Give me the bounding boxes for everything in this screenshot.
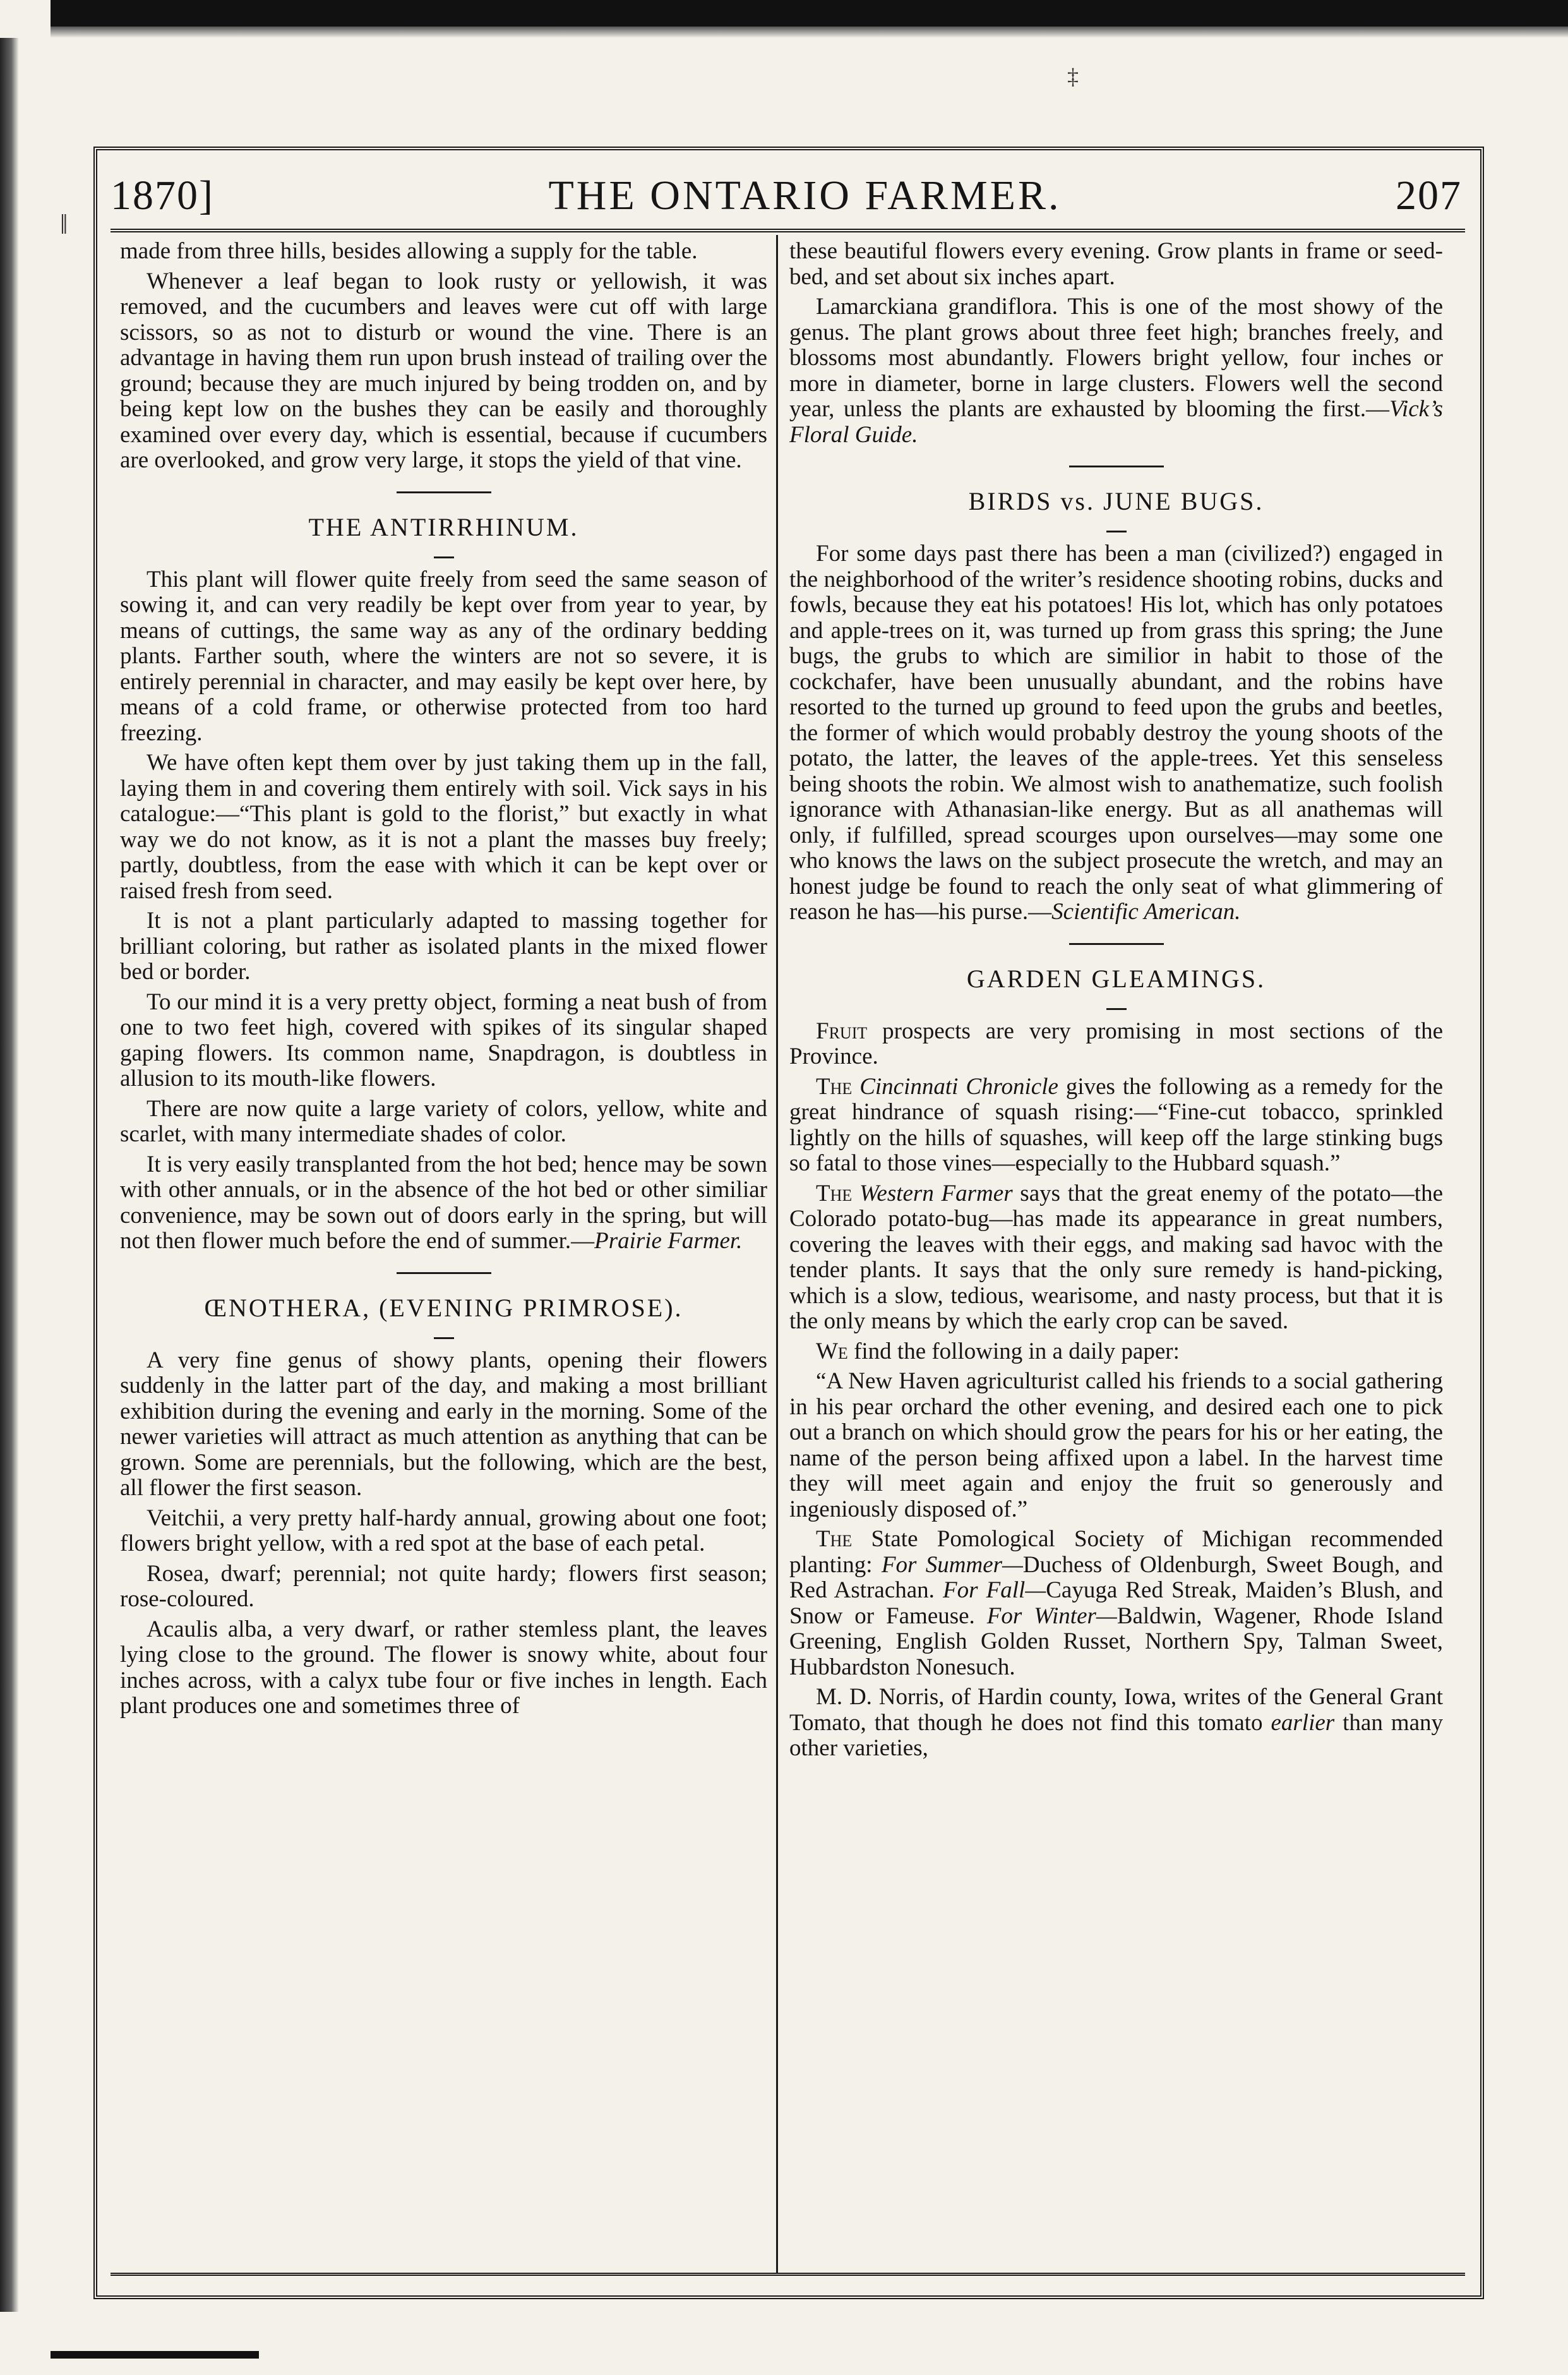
article-heading-antirrhinum: THE ANTIRRHINUM. — [308, 512, 579, 541]
paragraph — [789, 1181, 1443, 1335]
paragraph: To our mind it is a very pretty object, forming a neat bush of from one to two feet high, covered with spikes of its singular shaped gaping flowers. Its common name, Snapdragon, is doubtless in allusion to its mouth-like flowers. — [120, 989, 767, 1091]
source-credit: Vick’s Floral Guide. — [789, 396, 1443, 448]
heading-dash — [1106, 531, 1127, 532]
paragraph: these beautiful flowers every evening. Grow plants in frame or seed-bed, and set about six inches apart. — [789, 239, 1443, 290]
section-separator — [1069, 943, 1164, 945]
article-heading-birds: BIRDS vs. JUNE BUGS. — [968, 487, 1264, 515]
heading-dash — [434, 1337, 454, 1339]
lead-word: We — [816, 1338, 848, 1364]
heading-dash — [434, 556, 454, 558]
paragraph: “A New Haven agriculturist called his friends to a social gathering in his pear orchard the other evening, and desired each one to pick out a branch on which should grow the pears for his or her eating, the name of the person being affixed upon a label. In the harvest time they will meet again and enjoy the fruit so generously and ingeniously disposed of.” — [789, 1368, 1443, 1522]
paragraph-text: prospects are very promising in most sections of the Province. — [789, 1018, 1443, 1069]
scan-edge-top — [51, 0, 1568, 27]
section-separator — [397, 491, 491, 493]
season-label: For Fall— — [943, 1577, 1046, 1603]
paragraph-text: says that the great enemy of the potato—the Colorado potato-bug—has made its appearance in great numbers, covering the leaves with their eggs, and making sad havoc with the tender plants. It says that the only sure remedy is hand-picking, which is a slow, tedious, wearisome, and nasty process, but that it is the only means by which the early crop can be saved. — [789, 1180, 1443, 1334]
margin-mark: ‖ — [60, 209, 68, 240]
paragraph: This plant will flower quite freely from seed the same season of sowing it, and can very readily be kept over from year to year, by means of cuttings, the same way as any of the ordinary bedding plants. Farther south, where the winters are not so severe, it is entirely perennial in character, and may easily be kept over here, by means of a cold frame, or otherwise protected from too hard freezing. — [120, 566, 767, 746]
source-credit: Cincinnati Chronicle — [859, 1073, 1058, 1100]
section-separator — [1069, 466, 1164, 467]
scan-edge-left — [0, 38, 19, 2312]
season-label: For Summer— — [881, 1551, 1023, 1578]
paragraph: It is not a plant particularly adapted to massing together for brilliant coloring, but rather as isolated plants in the mixed flower bed or border. — [120, 908, 767, 985]
heading-dash — [1106, 1008, 1127, 1010]
paragraph — [789, 1019, 1443, 1070]
header-page-number: 207 — [1395, 172, 1462, 219]
running-header — [111, 165, 1462, 225]
scan-shadow-top — [51, 27, 1568, 38]
column-divider — [776, 235, 778, 2274]
paragraph — [789, 1074, 1443, 1177]
season-label: For Winter— — [986, 1602, 1117, 1629]
paragraph-text: State Pomological Society of Michigan recommended planting: — [789, 1526, 1443, 1578]
paragraph — [789, 1339, 1443, 1365]
paragraph-text: M. D. Norris, of Hardin county, Iowa, writes of the General Grant Tomato, that though he does not find this tomato — [789, 1684, 1443, 1736]
source-credit: Scientific American. — [1051, 899, 1241, 925]
emphasis: earlier — [1271, 1709, 1335, 1736]
paragraph-text: than many other varieties, — [789, 1709, 1443, 1761]
paragraph — [789, 1527, 1443, 1680]
right-column — [789, 239, 1443, 2260]
paragraph: Veitchii, a very pretty half-hardy annual, growing about one foot; flowers bright yellow, with a red spot at the base of each petal. — [120, 1505, 767, 1556]
section-separator — [397, 1272, 491, 1274]
paragraph — [789, 541, 1443, 925]
scan-edge-bottom — [51, 2351, 259, 2359]
lead-word: The — [816, 1073, 853, 1100]
paragraph-text: Baldwin, Wagener, Rhode Island Greening, English Golden Russet, Northern Spy, Talman Sweet, Hubbardston Nonesuch. — [789, 1602, 1443, 1680]
paragraph: We have often kept them over by just taking them up in the fall, laying them in and covering them entirely with soil. Vick says in his catalogue:—“This plant is gold to the florist,” but exactly in what way we do not know, as it is not a plant the masses buy freely; partly, doubtless, from the ease with which it can be kept over or raised fresh from seed. — [120, 750, 767, 904]
header-year: 1870] — [111, 172, 214, 219]
paragraph: made from three hills, besides allowing a supply for the table. — [120, 239, 698, 264]
paragraph — [120, 1152, 767, 1254]
paragraph-text: Cayuga Red Streak, Maiden’s Blush, and Snow or Fameuse. — [789, 1577, 1443, 1629]
paragraph: Rosea, dwarf; perennial; not quite hardy; flowers first season; rose-coloured. — [120, 1560, 767, 1612]
paragraph-text: Lamarckiana grandiflora. This is one of the most showy of the genus. The plant grows about three feet high; branches freely, and blossoms most abundantly. Flowers bright yellow, four inches or more in diameter, borne in large clusters. Flowers well the second year, unless the plants are exhausted by blooming the first.— — [789, 294, 1443, 422]
paragraph-text: For some days past there has been a man (civilized?) engaged in the neighborhood of the writer’s residence shooting robins, ducks and fowls, because they eat his potatoes! His lot, which has only potatoes and apple-trees on it, was turned up from grass this spring; the June bugs, the grubs to which are similior in habit to those of the cockchafer, have been unusually abundant, and the robins have resorted to the turned up ground to feed upon the grubs and beetles, the former of which would probably destroy the young shoots of the potato, the latter, the leaves of the apple-trees. Yet this senseless being shoots the robin. We almost wish to anathematize, such foolish ignorance with Athanasian-like energy. But as all anathemas will only, if fulfilled, spread scourges upon ourselves—may some one who knows the laws on the subject prosecute the wretch, and may an honest judge be found to reach the only seat of what glimmering of reason he has—his purse.— — [789, 541, 1443, 925]
source-credit: Western Farmer — [859, 1180, 1013, 1206]
article-heading-oenothera: ŒNOTHERA, (EVENING PRIMROSE). — [204, 1293, 683, 1322]
lead-word: Fruit — [816, 1018, 868, 1044]
paragraph-text: gives the following as a remedy for the great hindrance of squash rising:—“Fine-cut tobacco, sprinkled lightly on the hills of squashes, will keep off the large stinking bugs so fatal to those vines—especially to the Hubbard squash.” — [789, 1073, 1443, 1176]
paragraph: Acaulis alba, a very dwarf, or rather stemless plant, the leaves lying close to the ground. The flower is snowy white, about four inches across, with a calyx tube four or five inches in length. Each plant produces one and sometimes three of — [120, 1616, 767, 1719]
header-rule — [111, 229, 1465, 232]
paragraph: Whenever a leaf began to look rusty or yellowish, it was removed, and the cucumbers and leaves were cut off with large scissors, so as not to disturb or wound the vine. There is an advantage in having them run upon brush instead of trailing over the ground; because they are much injured by being trodden on, and by being kept low on the bushes they can be easily and thoroughly examined over every day, which is essential, because if cucumbers are overlooked, and grow very large, it stops the yield of that vine. — [120, 268, 767, 473]
paragraph-text: It is very easily transplanted from the hot bed; hence may be sown with other annuals, or in the absence of the hot bed or other similiar convenience, may be sown out of doors early in the spring, but will not then flower much before the end of summer.— — [120, 1151, 767, 1254]
article-heading-garden: GARDEN GLEAMINGS. — [966, 964, 1266, 993]
lead-word: The — [816, 1180, 853, 1206]
lead-word: The — [816, 1526, 853, 1552]
left-column — [120, 239, 767, 2260]
paragraph: There are now quite a large variety of colors, yellow, white and scarlet, with many intermediate shades of color. — [120, 1095, 767, 1147]
paragraph-text: find the following in a daily paper: — [847, 1338, 1180, 1364]
margin-mark: ‡ — [1067, 64, 1079, 89]
paragraph: A very fine genus of showy plants, opening their flowers suddenly in the latter part of the day, and making a most brilliant exhibition during the evening and early in the morning. Some of the newer varieties will attract as much attention as anything that can be grown. Some are perennials, but the following, which are the best, all flower the first season. — [120, 1347, 767, 1501]
paragraph — [789, 1685, 1443, 1762]
paragraph — [789, 294, 1443, 448]
paragraph-text: Duchess of Oldenburgh, Sweet Bough, and Red Astrachan. — [789, 1551, 1443, 1603]
source-credit: Prairie Farmer. — [594, 1228, 743, 1254]
header-title: THE ONTARIO FARMER. — [548, 172, 1062, 219]
footer-rule — [111, 2273, 1465, 2276]
